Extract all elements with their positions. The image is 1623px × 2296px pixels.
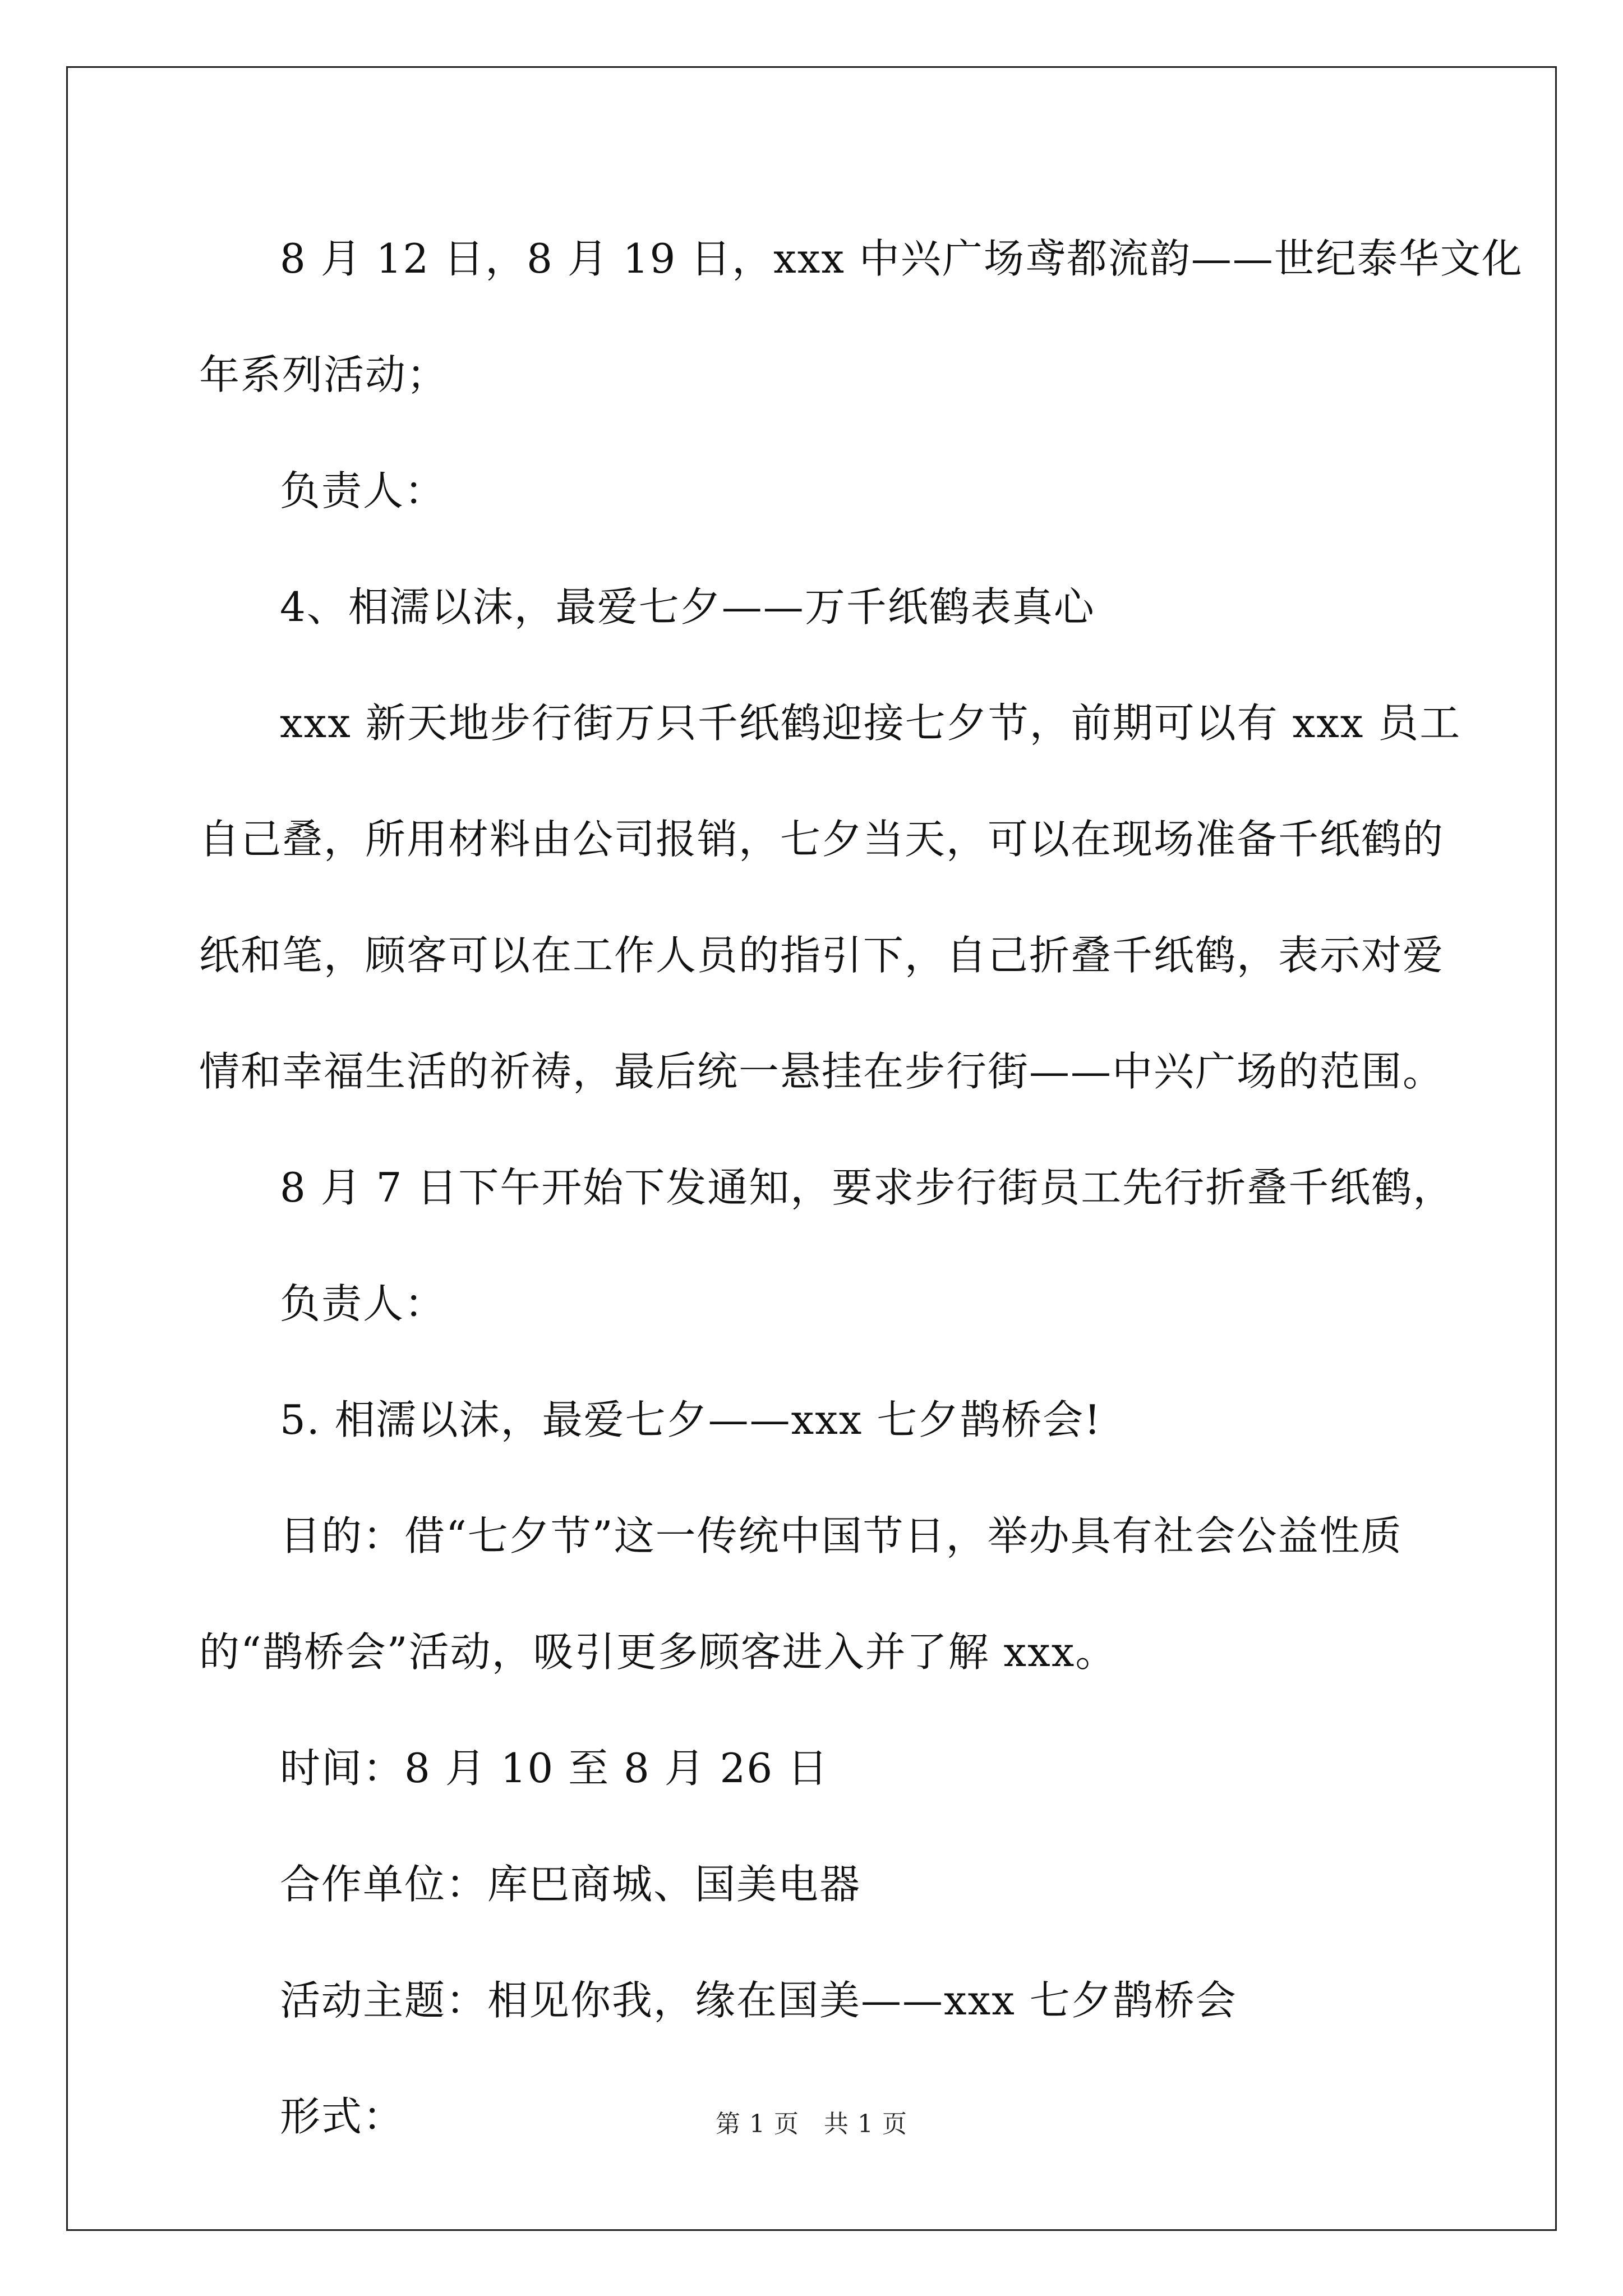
paragraph-line: 时间：8 月 10 至 8 月 26 日 [280, 1745, 829, 1792]
paragraph-line: 形式： [280, 2093, 405, 2140]
paragraph-line: 纸和笔，顾客可以在工作人员的指引下，自己折叠千纸鹤，表示对爱 [199, 932, 1445, 979]
paragraph-line: 自己叠，所用材料由公司报销，七夕当天，可以在现场准备千纸鹤的 [199, 816, 1445, 863]
paragraph-line: 情和幸福生活的祈祷，最后统一悬挂在步行街——中兴广场的范围。 [199, 1048, 1445, 1095]
paragraph-line: 的“鹊桥会”活动，吸引更多顾客进入并了解 xxx。 [199, 1628, 1117, 1676]
section-heading: 5. 相濡以沫，最爱七夕——xxx 七夕鹊桥会! [280, 1396, 1102, 1443]
paragraph-line: 负责人： [280, 1280, 446, 1327]
paragraph-line: 8 月 12 日，8 月 19 日，xxx 中兴广场鸢都流韵——世纪泰华文化 [280, 235, 1523, 282]
paragraph-line: 目的：借“七夕节”这一传统中国节日，举办具有社会公益性质 [280, 1512, 1403, 1559]
page-number-total: 共 1 页 [824, 2110, 907, 2138]
page-footer [0, 2104, 1623, 2139]
section-heading: 4、相濡以沫，最爱七夕——万千纸鹤表真心 [280, 583, 1095, 631]
paragraph-line: 年系列活动； [199, 351, 449, 398]
paragraph-line: 负责人： [280, 467, 446, 514]
paragraph-line: 活动主题：相见你我，缘在国美——xxx 七夕鹊桥会 [280, 1977, 1237, 2024]
paragraph-line: 合作单位：库巴商城、国美电器 [280, 1861, 861, 1908]
paragraph-line: xxx 新天地步行街万只千纸鹤迎接七夕节，前期可以有 xxx 员工 [280, 700, 1461, 747]
page-number-current: 第 1 页 [716, 2110, 799, 2138]
document-body [199, 201, 1523, 2175]
paragraph-line: 8 月 7 日下午开始下发通知，要求步行街员工先行折叠千纸鹤， [280, 1164, 1455, 1211]
